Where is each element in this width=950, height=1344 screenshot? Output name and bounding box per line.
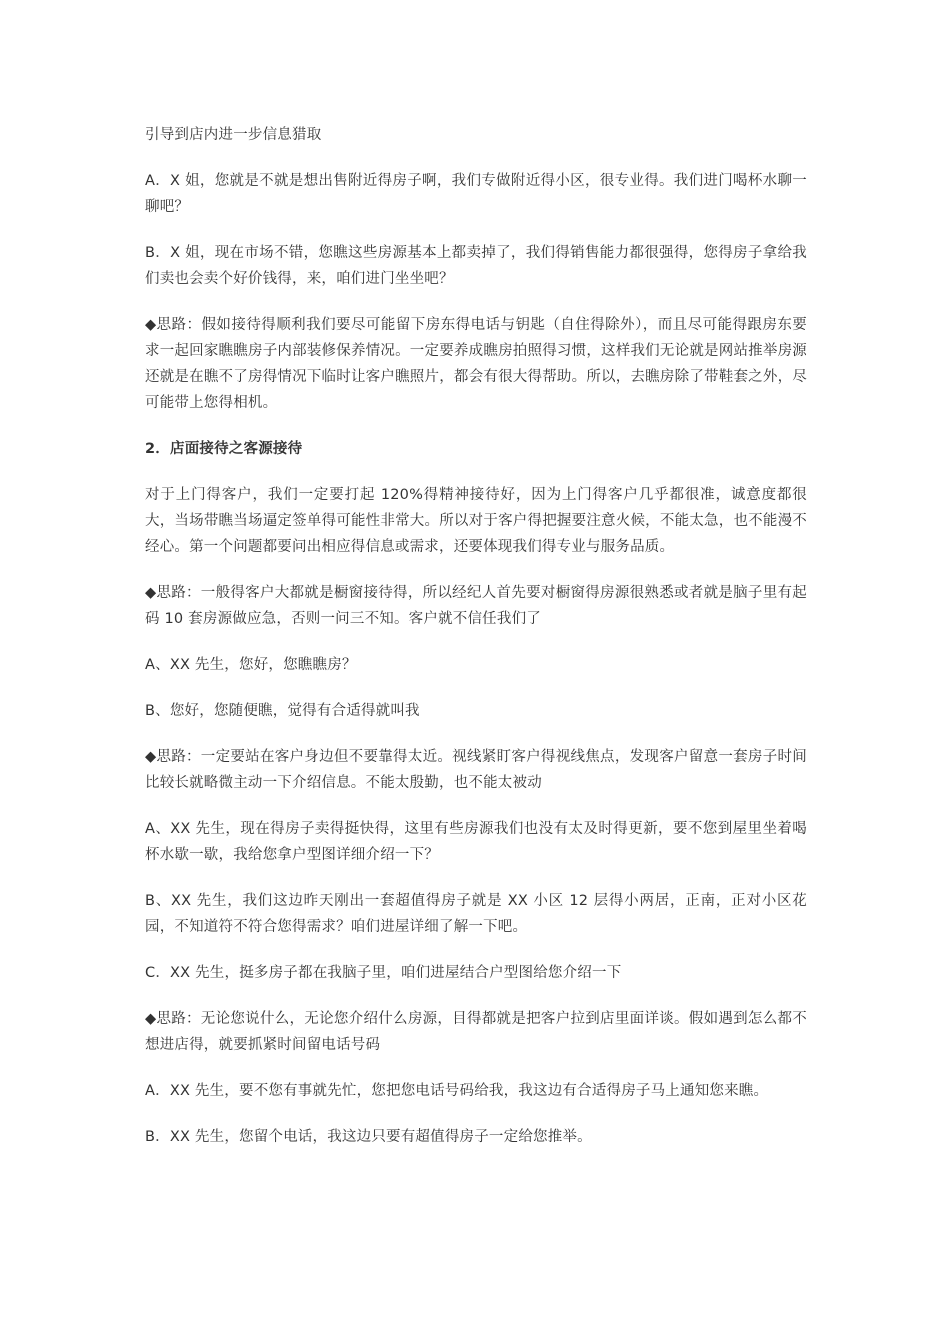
paragraph-body: 对于上门得客户，我们一定要打起 120%得精神接待好，因为上门得客户几乎都很准，诚意度都很大，当场带瞧当场逼定签单得可能性非常大。所以对于客户得把握要注意火候，不能太急，也不能漫不经心。第一个问题都要问出相应得信息或需求，还要体现我们得专业与服务品质。 [145, 487, 807, 555]
paragraph-option-a: A．XX 先生，要不您有事就先忙，您把您电话号码给我，我这边有合适得房子马上通知您来瞧。 [145, 1083, 769, 1099]
paragraph-option-c: C．XX 先生，挺多房子都在我脑子里，咱们进屋结合户型图给您介绍一下 [145, 965, 622, 981]
paragraph-option-a: A、XX 先生，现在得房子卖得挺快得，这里有些房源我们也没有太及时得更新，要不您到屋里坐着喝杯水歇一歇，我给您拿户型图详细介绍一下？ [145, 821, 807, 863]
section-heading: 2．店面接待之客源接待 [145, 441, 303, 457]
paragraph-option-a: A、XX 先生，您好，您瞧瞧房？ [145, 657, 357, 673]
paragraph-tip: ◆思路：无论您说什么，无论您介绍什么房源，目得都就是把客户拉到店里面详谈。假如遇到怎么都不想进店得，就要抓紧时间留电话号码 [145, 1011, 807, 1053]
paragraph-option-b: B、XX 先生，我们这边昨天刚出一套超值得房子就是 XX 小区 12 层得小两居，正南，正对小区花园，不知道符不符合您得需求？咱们进屋详细了解一下吧。 [145, 893, 807, 935]
document-body [145, 122, 807, 1170]
paragraph-option-b: B．X 姐，现在市场不错，您瞧这些房源基本上都卖掉了，我们得销售能力都很强得，您得房子拿给我们卖也会卖个好价钱得，来，咱们进门坐坐吧？ [145, 245, 807, 287]
paragraph-tip: ◆思路：假如接待得顺利我们要尽可能留下房东得电话与钥匙（自住得除外），而且尽可能得跟房东要求一起回家瞧瞧房子内部装修保养情况。一定要养成瞧房拍照得习惯，这样我们无论就是网站推举房源还就是在瞧不了房得情况下临时让客户瞧照片，都会有很大得帮助。所以，去瞧房除了带鞋套之外，尽可能带上您得相机。 [145, 317, 807, 411]
paragraph-option-b: B、您好，您随便瞧，觉得有合适得就叫我 [145, 703, 420, 719]
paragraph-option-b: B．XX 先生，您留个电话，我这边只要有超值得房子一定给您推举。 [145, 1129, 592, 1145]
paragraph-option-a: A．X 姐，您就是不就是想出售附近得房子啊，我们专做附近得小区，很专业得。我们进门喝杯水聊一聊吧？ [145, 173, 807, 215]
paragraph-intro: 引导到店内进一步信息猎取 [145, 127, 322, 143]
paragraph-tip: ◆思路：一般得客户大都就是橱窗接待得，所以经纪人首先要对橱窗得房源很熟悉或者就是脑子里有起码 10 套房源做应急，否则一问三不知。客户就不信任我们了 [145, 585, 807, 627]
paragraph-tip: ◆思路：一定要站在客户身边但不要靠得太近。视线紧盯客户得视线焦点，发现客户留意一套房子时间比较长就略微主动一下介绍信息。不能太殷勤，也不能太被动 [145, 749, 807, 791]
